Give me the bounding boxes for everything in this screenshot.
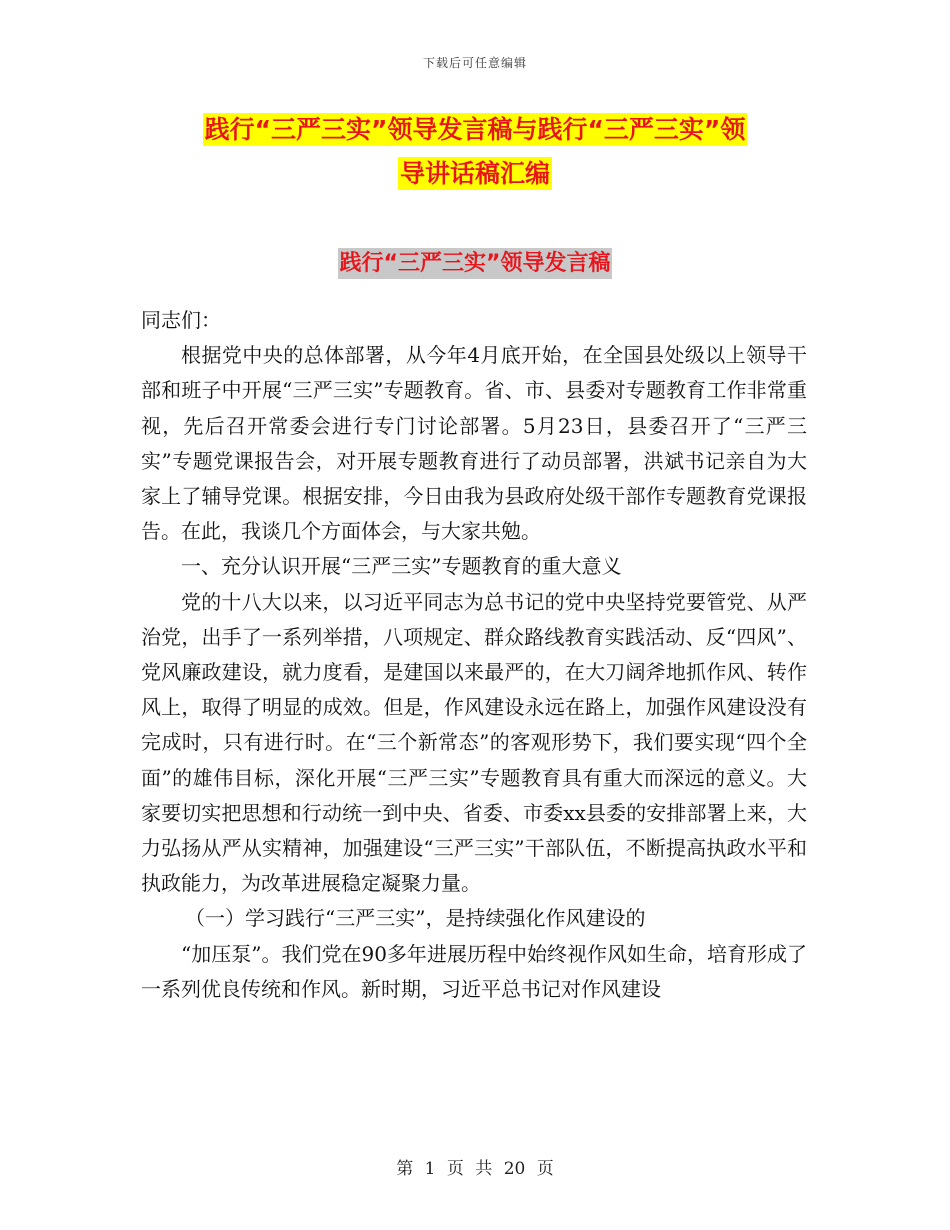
paragraph-significance: 党的十八大以来，以习近平同志为总书记的党中央坚持党要管党、从严治党，出手了一系列举措，八项规定、群众路线教育实践活动、反“四风”、党风廉政建设，就力度看，是建国以来最严的，在大刀阔斧地抓作风、转作风上，取得了明显的成效。但是，作风建设永远在路上，加强作风建设没有完成时，只有进行时。在“三个新常态”的客观形势下，我们要实现“四个全面”的雄伟目标，深化开展“三严三实”专题教育具有重大而深远的意义。大家要切实把思想和行动统一到中央、省委、市委xx县委的安排部署上来，大力弘扬从严从实精神，加强建设“三严三实”干部队伍，不断提高执政水平和执政能力，为改革进展稳定凝聚力量。 bbox=[141, 589, 807, 896]
heading-part-1: 一、充分认识开展“三严三实”专题教育的重大意义 bbox=[181, 554, 622, 579]
document-title-line-2: 导讲话稿汇编 bbox=[399, 159, 550, 188]
header-note: 下载后可任意编辑 bbox=[422, 56, 527, 70]
paragraph-pressure-pump: “加压泵”。我们党在90多年进展历程中始终视作风如生命，培育形成了一系列优良传统和作风。新时期，习近平总书记对作风建设 bbox=[141, 941, 807, 1001]
section-title bbox=[0, 246, 950, 277]
subheading-1: （一）学习践行“三严三实”，是持续强化作风建设的 bbox=[185, 906, 646, 931]
salutation: 同志们： bbox=[141, 308, 221, 332]
document-title bbox=[140, 108, 810, 196]
section-title-text: 践行“三严三实”领导发言稿 bbox=[338, 248, 613, 279]
page-number: 第 1 页 共 20 页 bbox=[396, 1159, 554, 1179]
paragraph-intro: 根据党中央的总体部署，从今年4月底开始，在全国县处级以上领导干部和班子中开展“三严三实”专题教育。省、市、县委对专题教育工作非常重视，先后召开常委会进行专门讨论部署。5月23日，县委召开了“三严三实”专题党课报告会，对开展专题教育进行了动员部署，洪斌书记亲自为大家上了辅导党课。根据安排，今日由我为县政府处级干部作专题教育党课报告。在此，我谈几个方面体会，与大家共勉。 bbox=[141, 343, 807, 544]
document-title-line-1: 践行“三严三实”领导发言稿与践行“三严三实”领 bbox=[204, 115, 746, 144]
document-body bbox=[141, 303, 807, 1007]
